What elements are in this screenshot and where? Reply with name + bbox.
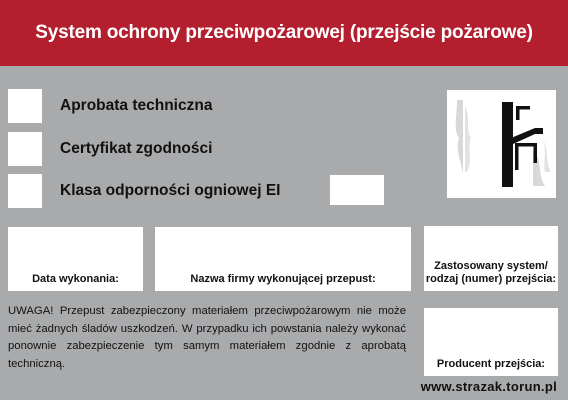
website-link[interactable]: www.strazak.torun.pl — [420, 379, 557, 394]
check-label-approval: Aprobata techniczna — [60, 97, 213, 114]
check-row-approval — [8, 89, 212, 123]
date-field[interactable]: Data wykonania: — [8, 227, 143, 291]
checkbox-fire-class[interactable] — [8, 174, 42, 208]
fire-barrier-icon — [447, 90, 556, 198]
checkbox-approval[interactable] — [8, 89, 42, 123]
label-title: System ochrony przeciwpożarowej (przejście pożarowe) — [0, 0, 568, 66]
check-label-fire-class: Klasa odporności ogniowej EI — [60, 182, 281, 199]
checkbox-certificate[interactable] — [8, 132, 42, 166]
check-row-fire-class — [8, 174, 280, 208]
producer-field[interactable]: Producent przejścia: — [424, 308, 558, 376]
ei-class-field[interactable] — [330, 175, 384, 205]
check-row-certificate — [8, 132, 212, 166]
system-field[interactable]: Zastosowany system/ rodzaj (numer) przejścia: — [424, 226, 558, 291]
company-field[interactable]: Nazwa firmy wykonującej przepust: — [155, 227, 411, 291]
warning-text: UWAGA! Przepust zabezpieczony materiałem przeciwpożarowym nie może mieć żadnych śladów uszkodzeń. W przypadku ich powstania należy wykonać ponownie zabezpieczenie tym samym materiałem zgodnie z aprobatą techniczną. — [8, 305, 406, 370]
check-label-certificate: Certyfikat zgodności — [60, 140, 213, 157]
